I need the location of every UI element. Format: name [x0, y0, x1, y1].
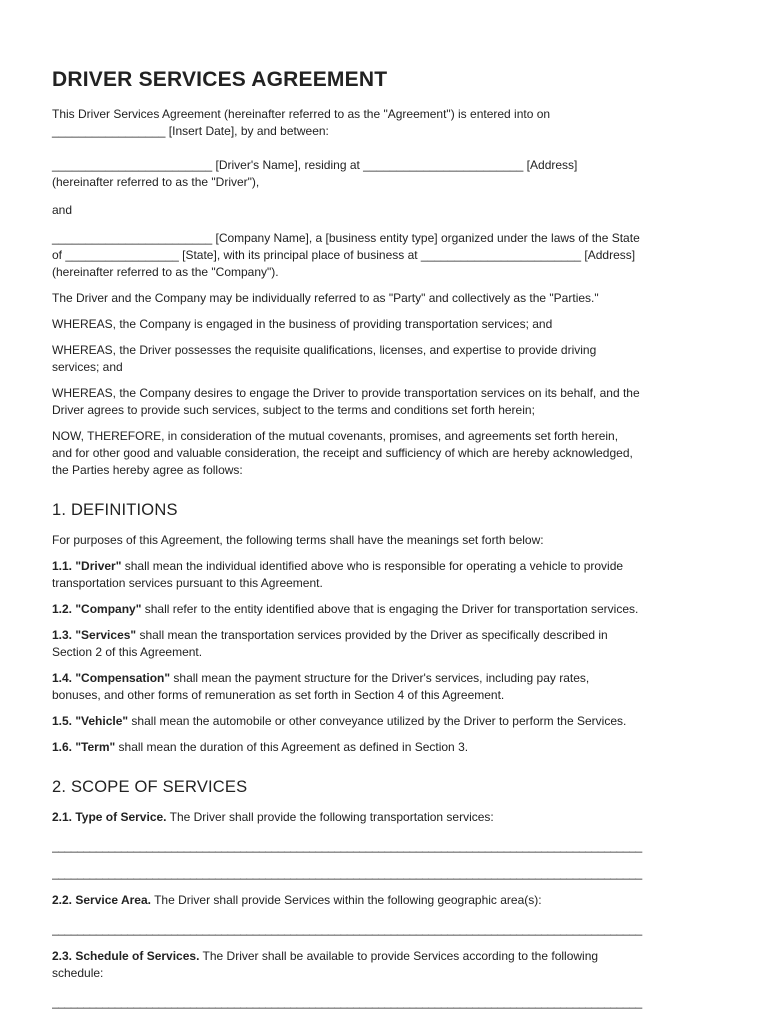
service-type [52, 809, 724, 826]
whereas-2 [52, 342, 724, 376]
definition-text: shall mean the automobile or other conveyance utilized by the Driver to perform the Services. [128, 714, 627, 728]
document-body [52, 68, 724, 1019]
definition-text: shall mean the payment structure for the Driver's services, including pay rates, [170, 671, 590, 685]
driver-paragraph [52, 157, 724, 191]
clause-term: 2.3. Schedule of Services. [52, 949, 200, 963]
whereas-2-line-2: services; and [52, 360, 123, 374]
clause-text: The Driver shall be available to provide Services according to the following [199, 949, 599, 963]
document-title: DRIVER SERVICES AGREEMENT [52, 68, 388, 91]
definition-compensation [52, 670, 724, 704]
fill-in-line[interactable]: ______________________________________________________________________________________________ [52, 922, 642, 936]
definition-services [52, 627, 724, 661]
now-therefore-line-1: NOW, THEREFORE, in consideration of the mutual covenants, promises, and agreements set forth herein, [52, 429, 619, 443]
definition-term-item [52, 739, 724, 756]
definition-company [52, 601, 724, 618]
fill-in-line[interactable]: ______________________________________________________________________________________________ [52, 866, 642, 880]
clause-text: The Driver shall provide Services within the following geographic area(s): [150, 893, 542, 907]
section-2-heading: 2. SCOPE OF SERVICES [52, 778, 248, 796]
parties-paragraph: The Driver and the Company may be individually referred to as "Party" and collectively as the "Parties." [52, 291, 599, 305]
intro-paragraph [52, 106, 724, 140]
definitions-intro: For purposes of this Agreement, the following terms shall have the meanings set forth below: [52, 533, 544, 547]
definition-term: 1.4. "Compensation" [52, 671, 171, 685]
clause-text: The Driver shall provide the following transportation services: [166, 810, 494, 824]
and-text: and [52, 203, 73, 217]
driver-line-1: ________________________ [Driver's Name], residing at ________________________ [Address] [52, 158, 578, 172]
definition-term: 1.3. "Services" [52, 628, 137, 642]
definition-vehicle [52, 713, 724, 730]
company-line-3: (hereinafter referred to as the "Company"). [52, 265, 279, 279]
driver-line-2: (hereinafter referred to as the "Driver"), [52, 175, 260, 189]
definition-text-cont: bonuses, and other forms of remuneration as set forth in Section 4 of this Agreement. [52, 688, 505, 702]
now-therefore [52, 428, 724, 479]
definition-term: 1.5. "Vehicle" [52, 714, 129, 728]
now-therefore-line-2: and for other good and valuable consideration, the receipt and sufficiency of which are hereby acknowledged, [52, 446, 633, 460]
whereas-3 [52, 385, 724, 419]
definition-term: 1.6. "Term" [52, 740, 116, 754]
whereas-2-line-1: WHEREAS, the Driver possesses the requisite qualifications, licenses, and expertise to provide driving [52, 343, 597, 357]
intro-line-1: This Driver Services Agreement (hereinafter referred to as the "Agreement") is entered into on [52, 107, 551, 121]
definition-text: shall mean the transportation services provided by the Driver as specifically described in [136, 628, 608, 642]
whereas-1: WHEREAS, the Company is engaged in the business of providing transportation services; and [52, 317, 553, 331]
clause-term: 2.2. Service Area. [52, 893, 151, 907]
definition-driver [52, 558, 724, 592]
company-line-1: ________________________ [Company Name], a [business entity type] organized under the laws of the State [52, 231, 640, 245]
service-area [52, 892, 724, 909]
whereas-3-line-2: Driver agrees to provide such services, subject to the terms and conditions set forth herein; [52, 403, 535, 417]
fill-in-line[interactable]: ______________________________________________________________________________________________ [52, 995, 642, 1009]
service-schedule [52, 948, 724, 982]
intro-line-2: _________________ [Insert Date], by and between: [52, 124, 329, 138]
definition-term: 1.1. "Driver" [52, 559, 122, 573]
definition-text-cont: transportation services pursuant to this Agreement. [52, 576, 323, 590]
company-line-2: of _________________ [State], with its principal place of business at ________________________ [Address] [52, 248, 636, 262]
definition-text: shall refer to the entity identified above that is engaging the Driver for transportation services. [141, 602, 639, 616]
clause-term: 2.1. Type of Service. [52, 810, 167, 824]
whereas-3-line-1: WHEREAS, the Company desires to engage the Driver to provide transportation services on its behalf, and the [52, 386, 640, 400]
company-paragraph [52, 230, 724, 281]
clause-text-cont: schedule: [52, 966, 104, 980]
now-therefore-line-3: the Parties hereby agree as follows: [52, 463, 243, 477]
section-1-heading: 1. DEFINITIONS [52, 501, 178, 519]
definition-text: shall mean the individual identified above who is responsible for operating a vehicle to provide [121, 559, 624, 573]
fill-in-line[interactable]: ______________________________________________________________________________________________ [52, 839, 642, 853]
definition-text: shall mean the duration of this Agreement as defined in Section 3. [115, 740, 469, 754]
definition-text-cont: Section 2 of this Agreement. [52, 645, 203, 659]
definition-term: 1.2. "Company" [52, 602, 142, 616]
